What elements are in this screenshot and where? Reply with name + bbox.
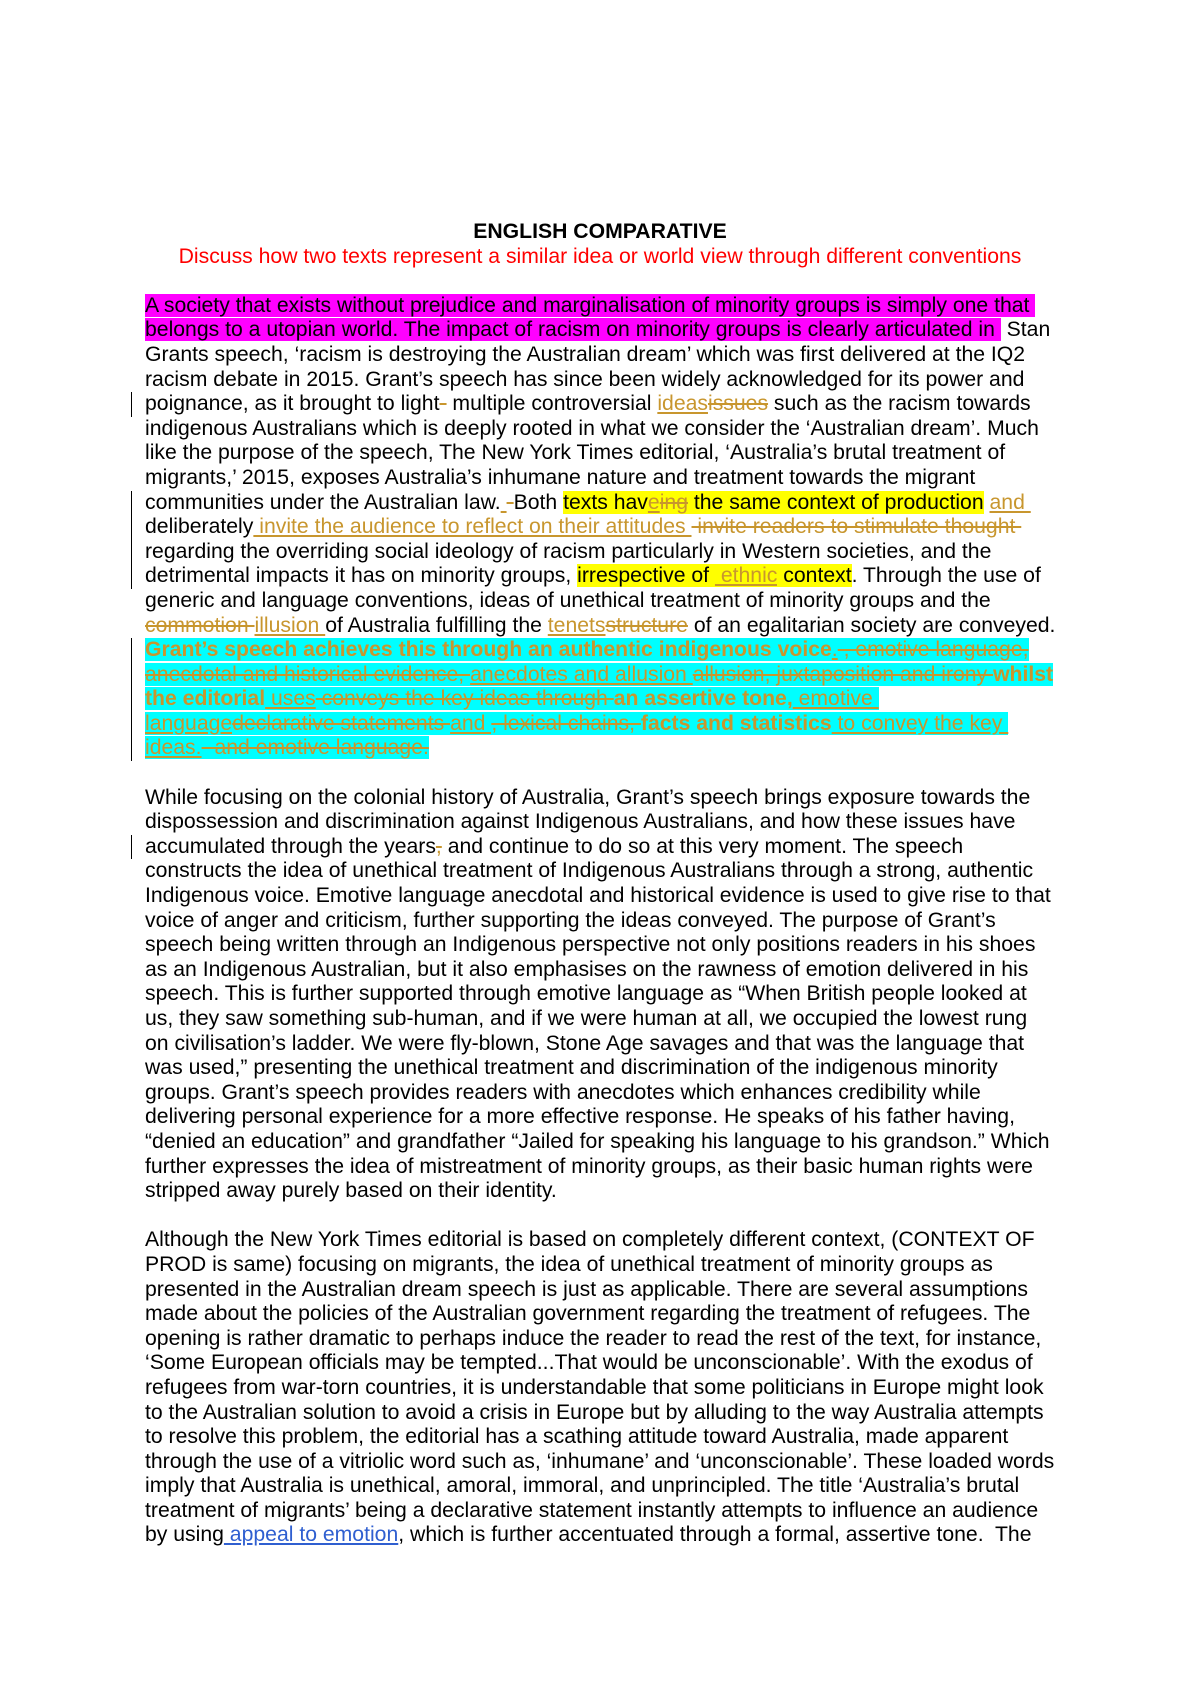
text-line: [145, 1253, 1145, 1278]
change-bar: [131, 663, 132, 688]
paragraph: [145, 294, 1145, 761]
text-line: [145, 294, 1145, 319]
text-line: [145, 1401, 1145, 1426]
inserted-text: illusion: [254, 613, 326, 637]
inserted-text: uses: [265, 687, 316, 711]
text-line: [145, 1081, 1145, 1106]
text-run: migrants,’ 2015, exposes Australia’s inhumane nature and treatment towards the migrant: [145, 465, 976, 489]
text-run: , which is further accentuated through a formal, assertive tone. The: [398, 1523, 1032, 1547]
text-run: dispossession and discrimination against Indigenous Australians, and how these issues have: [145, 810, 1016, 834]
text-line: [145, 712, 1145, 737]
text-line: [145, 933, 1145, 958]
deleted-text: invite readers to stimulate thought: [691, 515, 1022, 539]
text-run: such as the racism towards: [768, 392, 1031, 416]
text-run: Indigenous voice. Emotive language anecdotal and historical evidence is used to give rise to that: [145, 884, 1051, 908]
text-line: [145, 1228, 1145, 1253]
text-run: was used,” presenting the unethical treatment and discrimination of the indigenous minority: [145, 1056, 998, 1080]
text-run: treatment of migrants’ being a declarative statement instantly attempts to influence an audience: [145, 1498, 1039, 1522]
text-line: [145, 1474, 1145, 1499]
inserted-text: emotive: [792, 687, 879, 711]
highlighted-text: the same context of production: [687, 490, 984, 514]
text-run: PROD is same) focusing on migrants, the idea of unethical treatment of minority groups as: [145, 1252, 993, 1276]
deleted-text: structure: [605, 613, 688, 637]
text-line: [145, 1499, 1145, 1524]
text-line: [145, 1032, 1145, 1057]
inserted-text: ethnic: [714, 564, 778, 588]
text-run: Although the New York Times editorial is based on completely different context, (CONTEXT OF: [145, 1228, 1035, 1252]
text-run: speech being written through an Indigenous perspective not only positions readers in his shoes: [145, 933, 1036, 957]
inserted-text: anecdotes and allusion: [470, 662, 693, 686]
bold-text: facts and statistics: [640, 711, 832, 735]
paragraph: [145, 1228, 1145, 1548]
text-run: opening is rather dramatic to perhaps induce the reader to read the rest of the text, for instance,: [145, 1326, 1042, 1350]
text-run: “denied an education” and grandfather “Jailed for speaking his language to his grandson.” Which: [145, 1129, 1050, 1153]
text-run: stripped away purely based on their identity.: [145, 1179, 557, 1203]
text-run: to the Australian solution to avoid a crisis in Europe but by alluding to the way Australia attempts: [145, 1400, 1044, 1424]
text-run: . Through the use of: [851, 564, 1041, 588]
text-run: deliberately: [145, 515, 254, 539]
text-run: made about the policies of the Australian government regarding the treatment of refugees. The: [145, 1302, 1031, 1326]
document-body: [145, 294, 1145, 1573]
text-run: presented in the Australian dream speech is just as applicable. There are several assumptions: [145, 1277, 1028, 1301]
text-run: communities under the Australian law.: [145, 490, 501, 514]
text-line: [145, 614, 1145, 639]
change-bar: [131, 392, 132, 417]
text-run: While focusing on the colonial history of Australia, Grant’s speech brings exposure towards the: [145, 785, 1031, 809]
text-line: [145, 1056, 1145, 1081]
text-line: [145, 909, 1145, 934]
text-run: racism debate in 2015. Grant’s speech has since been widely acknowledged for its power and: [145, 367, 1025, 391]
text-run: constructs the idea of unethical treatment of Indigenous Australians through a strong, authentic: [145, 859, 1034, 883]
inserted-text: ideas.: [145, 736, 202, 760]
text-line: [145, 540, 1145, 565]
bold-text: Grant’s speech achieves this through an authentic indigenous voice: [145, 638, 832, 662]
text-run: groups. Grant’s speech provides readers with anecdotes which enhances credibility while: [145, 1080, 981, 1104]
text-line: [145, 859, 1145, 884]
deleted-text: -: [506, 490, 514, 514]
text-line: [145, 687, 1145, 712]
highlighted-text: irrespective of: [577, 564, 715, 588]
text-line: [145, 1425, 1145, 1450]
deleted-text: , emotive language,: [837, 638, 1029, 662]
bold-text: whilst: [993, 662, 1054, 686]
change-bar: [131, 540, 132, 565]
inserted-text: and: [450, 711, 492, 735]
change-bar: [131, 687, 132, 712]
paragraph: [145, 786, 1145, 1204]
text-line: [145, 638, 1145, 663]
text-line: [145, 835, 1145, 860]
text-line: [145, 1450, 1145, 1475]
text-line: [145, 318, 1145, 343]
inserted-text: .: [831, 638, 838, 662]
text-line: [145, 515, 1145, 540]
text-line: [145, 1179, 1145, 1204]
inserted-text: and: [989, 490, 1031, 514]
deleted-text: -and emotive language.: [201, 736, 429, 760]
inserted-text: ideas: [657, 392, 708, 416]
text-line: [145, 958, 1145, 983]
deleted-text: declarative statements: [232, 711, 451, 735]
text-run: of an egalitarian society are conveyed.: [687, 613, 1056, 637]
text-line: [145, 884, 1145, 909]
deleted-text: commotion: [145, 613, 255, 637]
text-run: Grants speech, ‘racism is destroying the Australian dream’ which was first delivered at the IQ2: [145, 342, 1026, 366]
text-line: [145, 1130, 1145, 1155]
deleted-text: -: [439, 392, 447, 416]
text-line: [145, 466, 1145, 491]
inserted-text: e: [647, 490, 660, 514]
text-run: and continue to do so at this very moment. The speech: [441, 834, 964, 858]
deleted-text: conveys the key ideas through: [315, 687, 614, 711]
text-run: ‘Some European officials may be tempted...That would be unconscionable’. With the exodus of: [145, 1351, 1033, 1375]
text-line: [145, 810, 1145, 835]
document-title: ENGLISH COMPARATIVE: [473, 220, 727, 243]
text-run: like the purpose of the speech, The New York Times editorial, ‘Australia’s brutal treatment of: [145, 441, 1006, 465]
inserted-text: tenets: [547, 613, 606, 637]
text-line: [145, 982, 1145, 1007]
text-line: [145, 663, 1145, 688]
deleted-text: issues: [707, 392, 769, 416]
text-line: [145, 564, 1145, 589]
change-bar: [131, 638, 132, 663]
essay-prompt: Discuss how two texts represent a similar idea or world view through different conventions: [178, 244, 1022, 268]
text-run: poignance, as it brought to light: [145, 392, 440, 416]
text-line: [145, 417, 1145, 442]
text-run: Stan: [1000, 318, 1051, 342]
bold-text: an assertive tone,: [613, 687, 793, 711]
deleted-text: anecdotal and historical evidence,: [145, 662, 471, 686]
text-run: regarding the overriding social ideology of racism particularly in Western societies, and the: [145, 539, 992, 563]
text-line: [145, 1155, 1145, 1180]
text-run: imply that Australia is unethical, amoral, immoral, and unprincipled. The title ‘Australia’s brutal: [145, 1474, 1020, 1498]
text-run: of Australia fulfilling the: [325, 613, 548, 637]
text-run: us, they saw something sub-human, and if we were human at all, we occupied the lowest rung: [145, 1007, 1028, 1031]
change-bar: [131, 736, 132, 761]
change-bar: [131, 515, 132, 540]
text-line: [145, 368, 1145, 393]
text-line: [145, 1351, 1145, 1376]
change-bar: [131, 835, 132, 860]
text-line: [145, 1007, 1145, 1032]
text-run: Both: [513, 490, 564, 514]
text-line: [145, 1523, 1145, 1548]
inserted-text: appeal to emotion: [223, 1523, 399, 1547]
highlighted-text: A society that exists without prejudice and marginalisation of minority groups is simply one that: [145, 293, 1036, 317]
text-line: [145, 786, 1145, 811]
text-line: [145, 736, 1145, 761]
deleted-text: allusion, juxtaposition and irony: [692, 662, 994, 686]
text-line: [145, 589, 1145, 614]
change-bar: [131, 491, 132, 516]
text-run: through the use of a vitriolic word such as, ‘inhumane’ and ‘unconscionable’. These loaded words: [145, 1449, 1055, 1473]
deleted-text: , lexical chains,: [491, 711, 641, 735]
text-run: accumulated through the years: [145, 834, 436, 858]
bold-text: the editorial: [145, 687, 266, 711]
text-run: generic and language conventions, ideas of unethical treatment of minority groups and the: [145, 588, 991, 612]
text-run: indigenous Australians which is deeply rooted in what we consider the ‘Australian dream’. Much: [145, 416, 1039, 440]
inserted-text: language: [145, 711, 233, 735]
text-run: to resolve this problem, the editorial has a scathing attitude toward Australia, made apparent: [145, 1425, 1009, 1449]
text-run: by using: [145, 1523, 224, 1547]
text-line: [145, 1105, 1145, 1130]
text-run: detrimental impacts it has on minority groups,: [145, 564, 578, 588]
inserted-text: invite the audience to reflect on their attitudes: [253, 515, 692, 539]
text-line: [145, 1302, 1145, 1327]
text-run: further expresses the idea of mistreatment of minority groups, as their basic human rights were: [145, 1154, 1033, 1178]
text-line: [145, 491, 1145, 516]
text-line: [145, 1376, 1145, 1401]
change-bar: [131, 712, 132, 737]
inserted-text: to convey the key: [831, 711, 1009, 735]
highlighted-text: texts hav: [563, 490, 648, 514]
text-run: on civilisation’s ladder. We were fly-blown, Stone Age savages and that was the language that: [145, 1031, 1025, 1055]
highlighted-text: context: [777, 564, 852, 588]
text-line: [145, 392, 1145, 417]
highlighted-text: belongs to a utopian world. The impact of racism on minority groups is clearly articulated in: [145, 318, 1001, 342]
deleted-text: ing: [659, 490, 688, 514]
text-line: [145, 1278, 1145, 1303]
text-line: [145, 1327, 1145, 1352]
text-run: voice of anger and criticism, further supporting the ideas conveyed. The purpose of Grant’s: [145, 908, 996, 932]
text-run: delivering personal experience for a more effective response. He speaks of his father having,: [145, 1105, 1015, 1129]
change-bar: [131, 564, 132, 589]
deleted-text: ,: [435, 834, 442, 858]
text-run: as an Indigenous Australian, but it also emphasises on the rawness of emotion delivered in his: [145, 957, 1029, 981]
text-run: multiple controversial: [446, 392, 658, 416]
text-line: [145, 343, 1145, 368]
text-line: [145, 441, 1145, 466]
text-run: refugees from war-torn countries, it is understandable that some politicians in Europe might look: [145, 1375, 1044, 1399]
text-run: speech. This is further supported through emotive language as “When British people looked at: [145, 982, 1027, 1006]
